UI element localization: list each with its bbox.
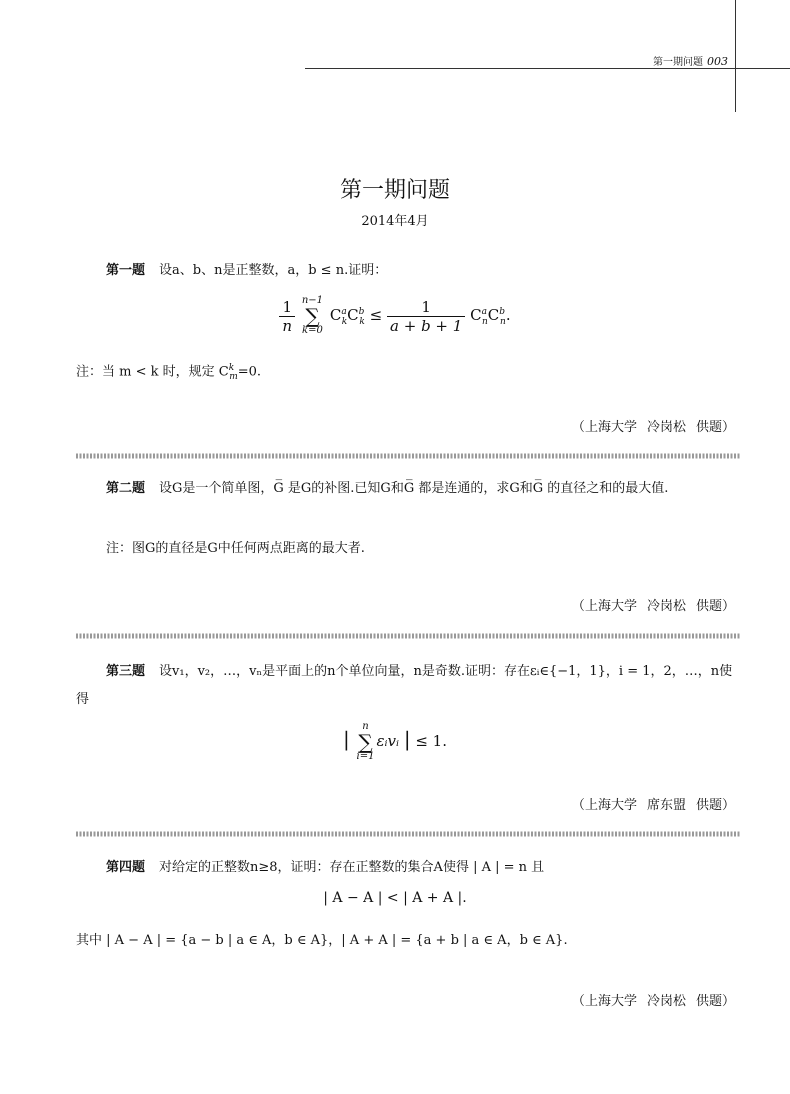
header-vertical-rule [735, 0, 736, 112]
problem-1-label: 第一题 [106, 263, 146, 278]
problem-2-statement [76, 475, 741, 503]
page-title: 第一期问题 [339, 178, 450, 203]
problem-2-text: 设G是一个简单图，G̅ 是G的补图.已知G和G̅ 都是连通的，求G和G̅ 的直径之和的最大值. [159, 481, 669, 496]
problem-4-text: 对给定的正整数n≥8，证明：存在正整数的集合A使得 | A | = n 且 [159, 860, 545, 875]
problem-3-text: 设v₁，v₂，…，vₙ是平面上的n个单位向量，n是奇数.证明：存在εᵢ∈{−1，1}，i = 1，2，…，n使得 [76, 664, 733, 707]
header-label: 第一期问题 [653, 57, 703, 68]
problem-3-label: 第三题 [106, 664, 146, 679]
problem-3-credit: （上海大学 席东盟 供题） [571, 798, 735, 813]
sum-body: $C^a_kC^b_k$ [329, 306, 365, 327]
running-header [600, 53, 728, 68]
problem-4-label: 第四题 [106, 860, 146, 875]
formula-rhs-frac: $\frac{1}{a + b + 1}$ [387, 298, 465, 335]
sum-symbol: n ∑ i=1 [356, 721, 375, 762]
problem-1-statement [76, 257, 741, 285]
problem-1-text: 设a、b、n是正整数，a，b ≤ n.证明： [159, 263, 388, 278]
problem-2-credit: （上海大学 冷岗松 供题） [571, 599, 735, 614]
problem-2-note: 注：图G的直径是G中任何两点距离的最大者. [106, 541, 365, 556]
problem-3-statement [76, 658, 741, 714]
rhs-body: $C^a_nC^b_n$. [470, 306, 511, 327]
header-rule [305, 68, 790, 69]
formula-relation: ≤ [369, 306, 383, 324]
page-number: 003 [707, 55, 728, 68]
problem-separator [76, 453, 741, 459]
problem-1-formula [0, 296, 790, 336]
problem-2-label: 第二题 [106, 481, 146, 496]
problem-1-note: 注：当 m < k 时，规定 $C^k_m=0$. [76, 363, 262, 382]
problem-4-credit: （上海大学 冷岗松 供题） [571, 994, 735, 1009]
problem-separator [76, 831, 741, 837]
problem-3-formula: | n ∑ i=1εᵢvᵢ | ≤ 1. [342, 721, 447, 762]
page-date: 2014年4月 [361, 214, 429, 229]
problem-4-note: 其中 | A − A | = {a − b | a ∈ A，b ∈ A}，| A + A | = {a + b | a ∈ A，b ∈ A}. [76, 933, 568, 948]
formula-coef: $\frac{1}{n}$ [279, 298, 295, 335]
problem-separator [76, 633, 741, 639]
sum-symbol: n−1 ∑ k=0 [301, 295, 324, 336]
problem-4-formula: | A − A | < | A + A |. [323, 890, 467, 906]
problem-1-credit: （上海大学 冷岗松 供题） [571, 420, 735, 435]
problem-4-statement [76, 854, 741, 882]
